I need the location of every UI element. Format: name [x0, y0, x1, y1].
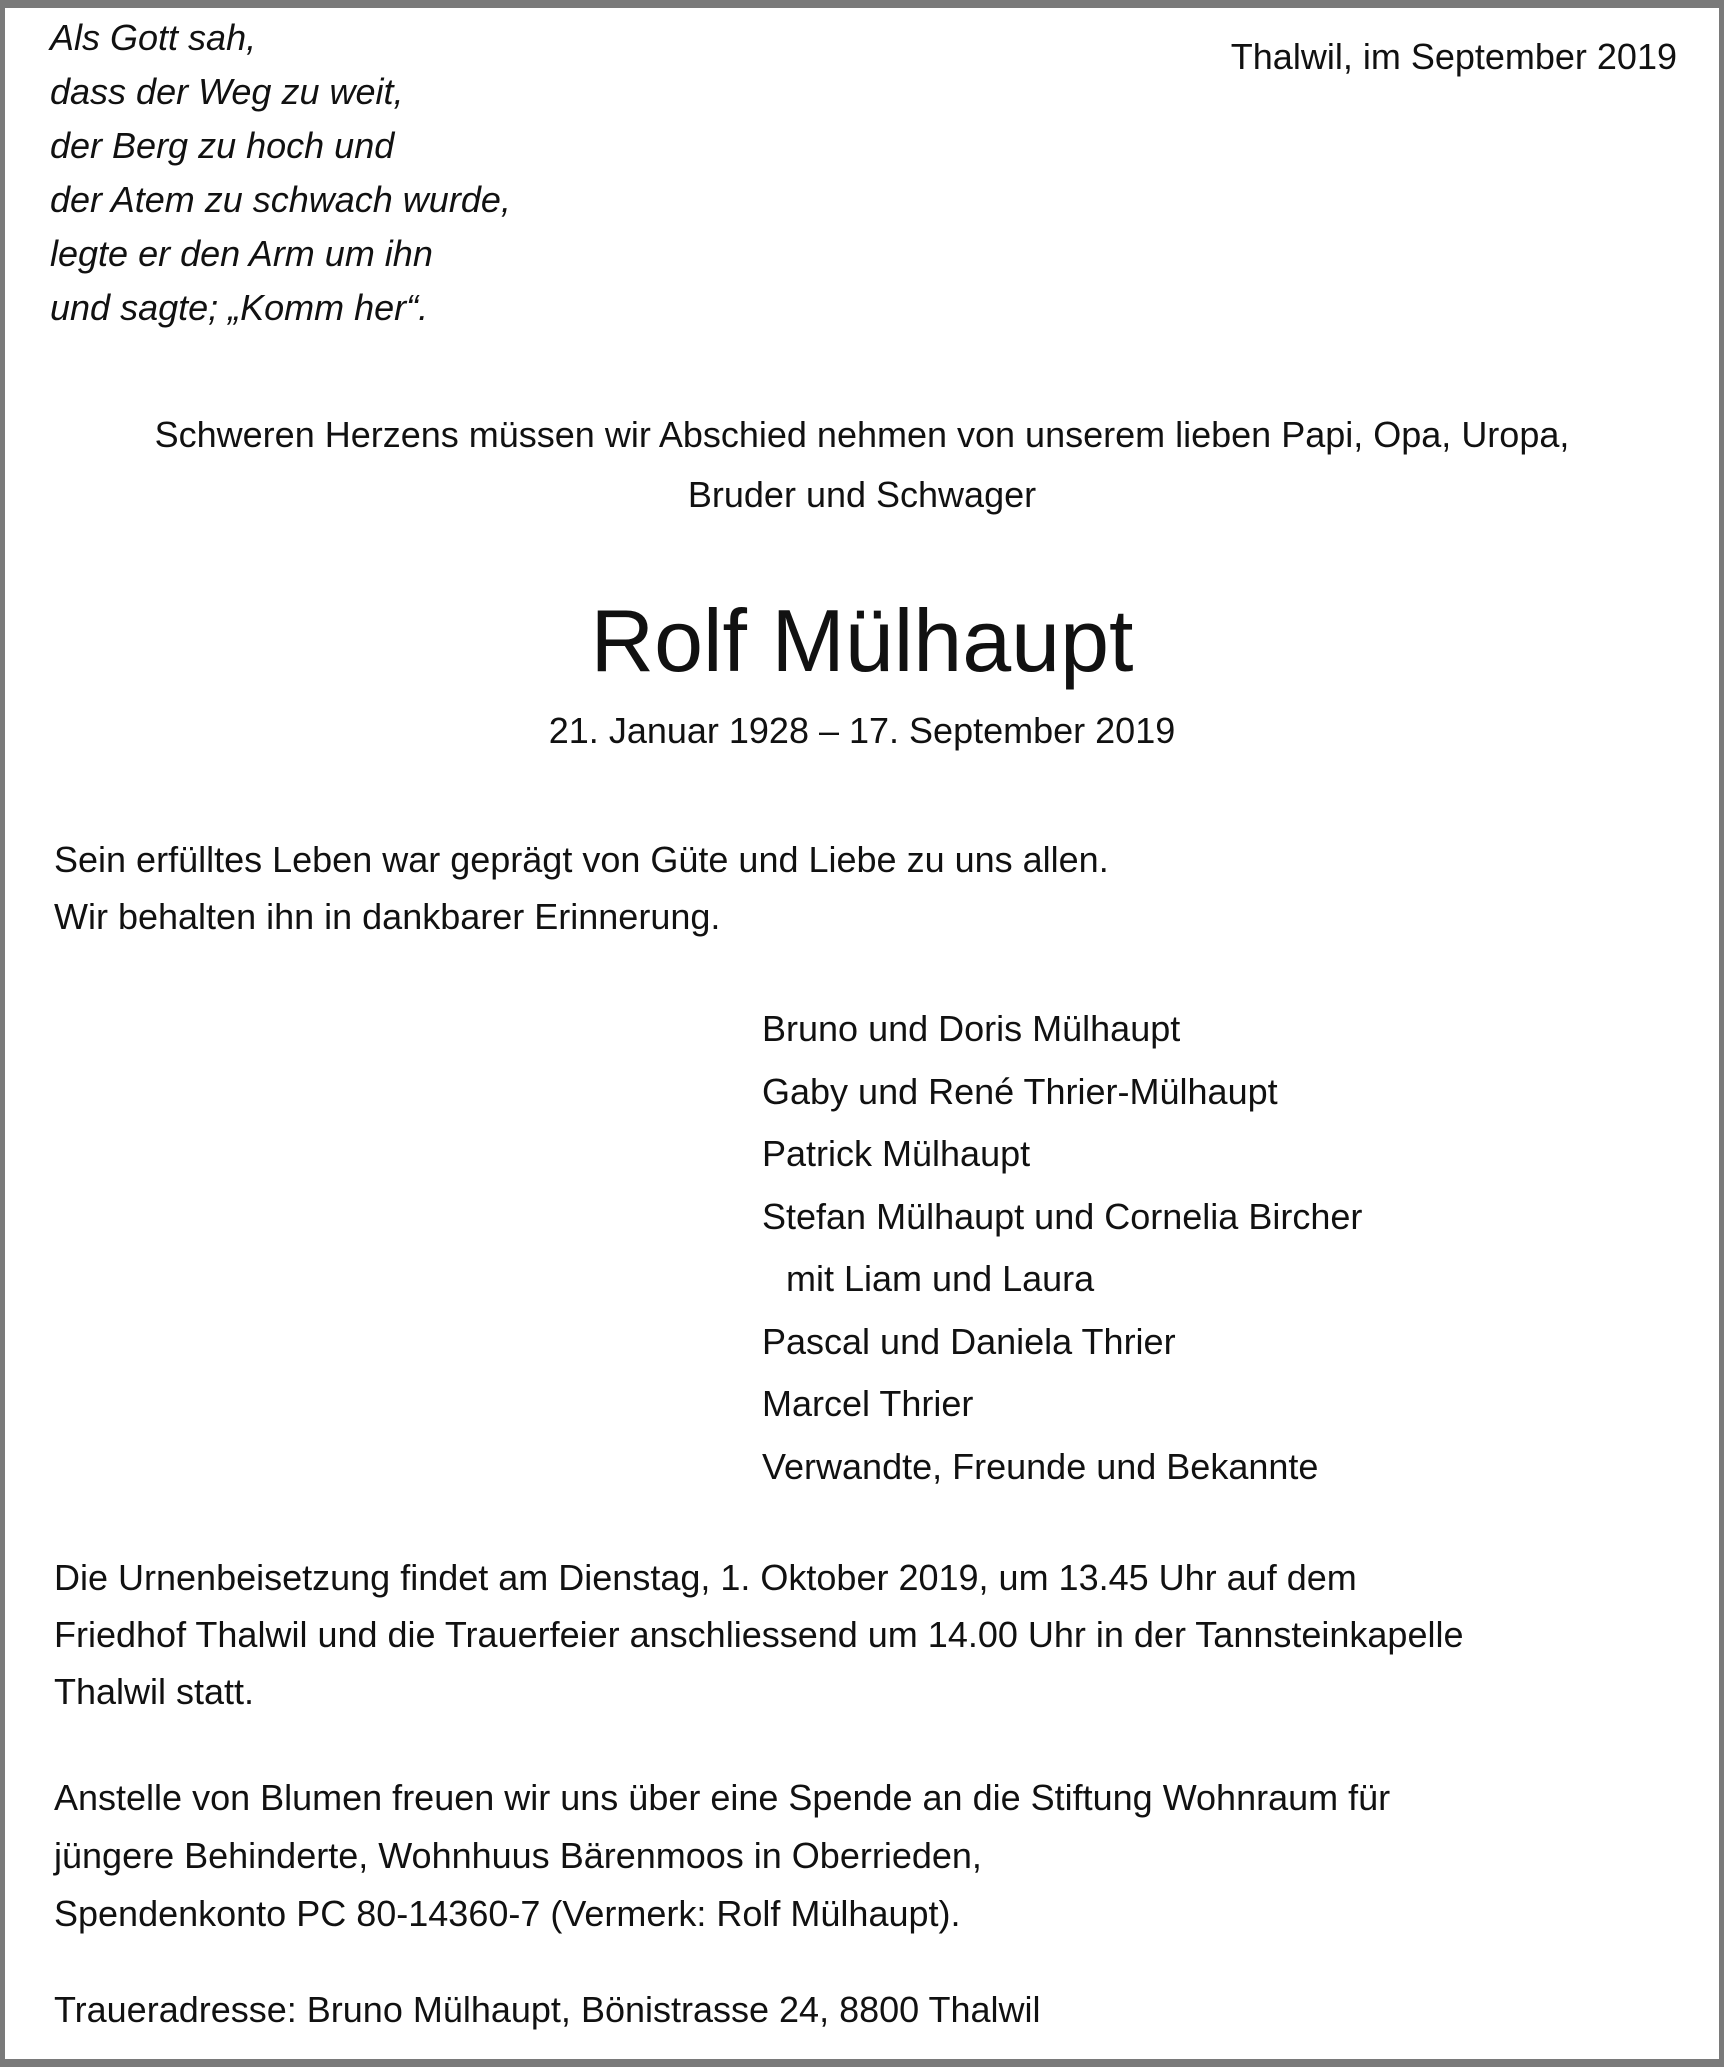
poem-line: und sagte; „Komm her“. — [50, 287, 429, 328]
intro-text — [0, 405, 1724, 525]
mourner: Stefan Mülhaupt und Cornelia Bircher — [762, 1195, 1363, 1237]
donation-line: jüngere Behinderte, Wohnhuus Bärenmoos in Oberrieden, — [54, 1835, 982, 1876]
mourner: Bruno und Doris Mülhaupt — [762, 1008, 1181, 1049]
poem-line: der Atem zu schwach wurde, — [50, 179, 511, 220]
mourner: Marcel Thrier — [762, 1383, 974, 1424]
mourner: Patrick Mülhaupt — [762, 1133, 1031, 1174]
mourner: mit Liam und Laura — [786, 1258, 1095, 1299]
tribute-line: Sein erfülltes Leben war geprägt von Güte und Liebe zu uns allen. — [54, 839, 1109, 880]
intro-line: Schweren Herzens müssen wir Abschied nehmen von unserem lieben Papi, Opa, Uropa, — [154, 414, 1570, 455]
poem-line: legte er den Arm um ihn — [50, 233, 433, 274]
mourning-address: Traueradresse: Bruno Mülhaupt, Bönistrasse 24, 8800 Thalwil — [54, 1989, 1041, 2030]
donation-line: Anstelle von Blumen freuen wir uns über eine Spende an die Stiftung Wohnraum für — [54, 1777, 1391, 1818]
poem-line: der Berg zu hoch und — [50, 125, 395, 166]
tribute-text — [54, 831, 1109, 945]
tribute-line: Wir behalten ihn in dankbarer Erinnerung. — [54, 896, 721, 937]
deceased-name: Rolf Mülhaupt — [590, 591, 1134, 690]
intro-line: Bruder und Schwager — [687, 474, 1037, 515]
burial-line: Thalwil statt. — [54, 1671, 255, 1712]
poem — [50, 11, 511, 335]
obituary-page — [5, 8, 1719, 2059]
burial-line: Die Urnenbeisetzung findet am Dienstag, 1. Oktober 2019, um 13.45 Uhr auf dem — [54, 1557, 1357, 1598]
mourner: Gaby und René Thrier-Mülhaupt — [762, 1070, 1278, 1112]
poem-line: Als Gott sah, — [50, 17, 257, 58]
burial-notice — [54, 1549, 1463, 1720]
poem-line: dass der Weg zu weit, — [50, 71, 404, 112]
place-date: Thalwil, im September 2019 — [1230, 36, 1677, 77]
burial-line: Friedhof Thalwil und die Trauerfeier anschliessend um 14.00 Uhr in der Tannsteinkapelle — [54, 1614, 1464, 1655]
life-dates: 21. Januar 1928 – 17. September 2019 — [548, 710, 1176, 751]
donation-notice — [54, 1769, 1390, 1943]
donation-line: Spendenkonto PC 80-14360-7 (Vermerk: Rolf Mülhaupt). — [54, 1893, 961, 1934]
mourner: Pascal und Daniela Thrier — [762, 1320, 1176, 1362]
mourner: Verwandte, Freunde und Bekannte — [762, 1445, 1319, 1487]
mourners-list — [762, 998, 1362, 1498]
